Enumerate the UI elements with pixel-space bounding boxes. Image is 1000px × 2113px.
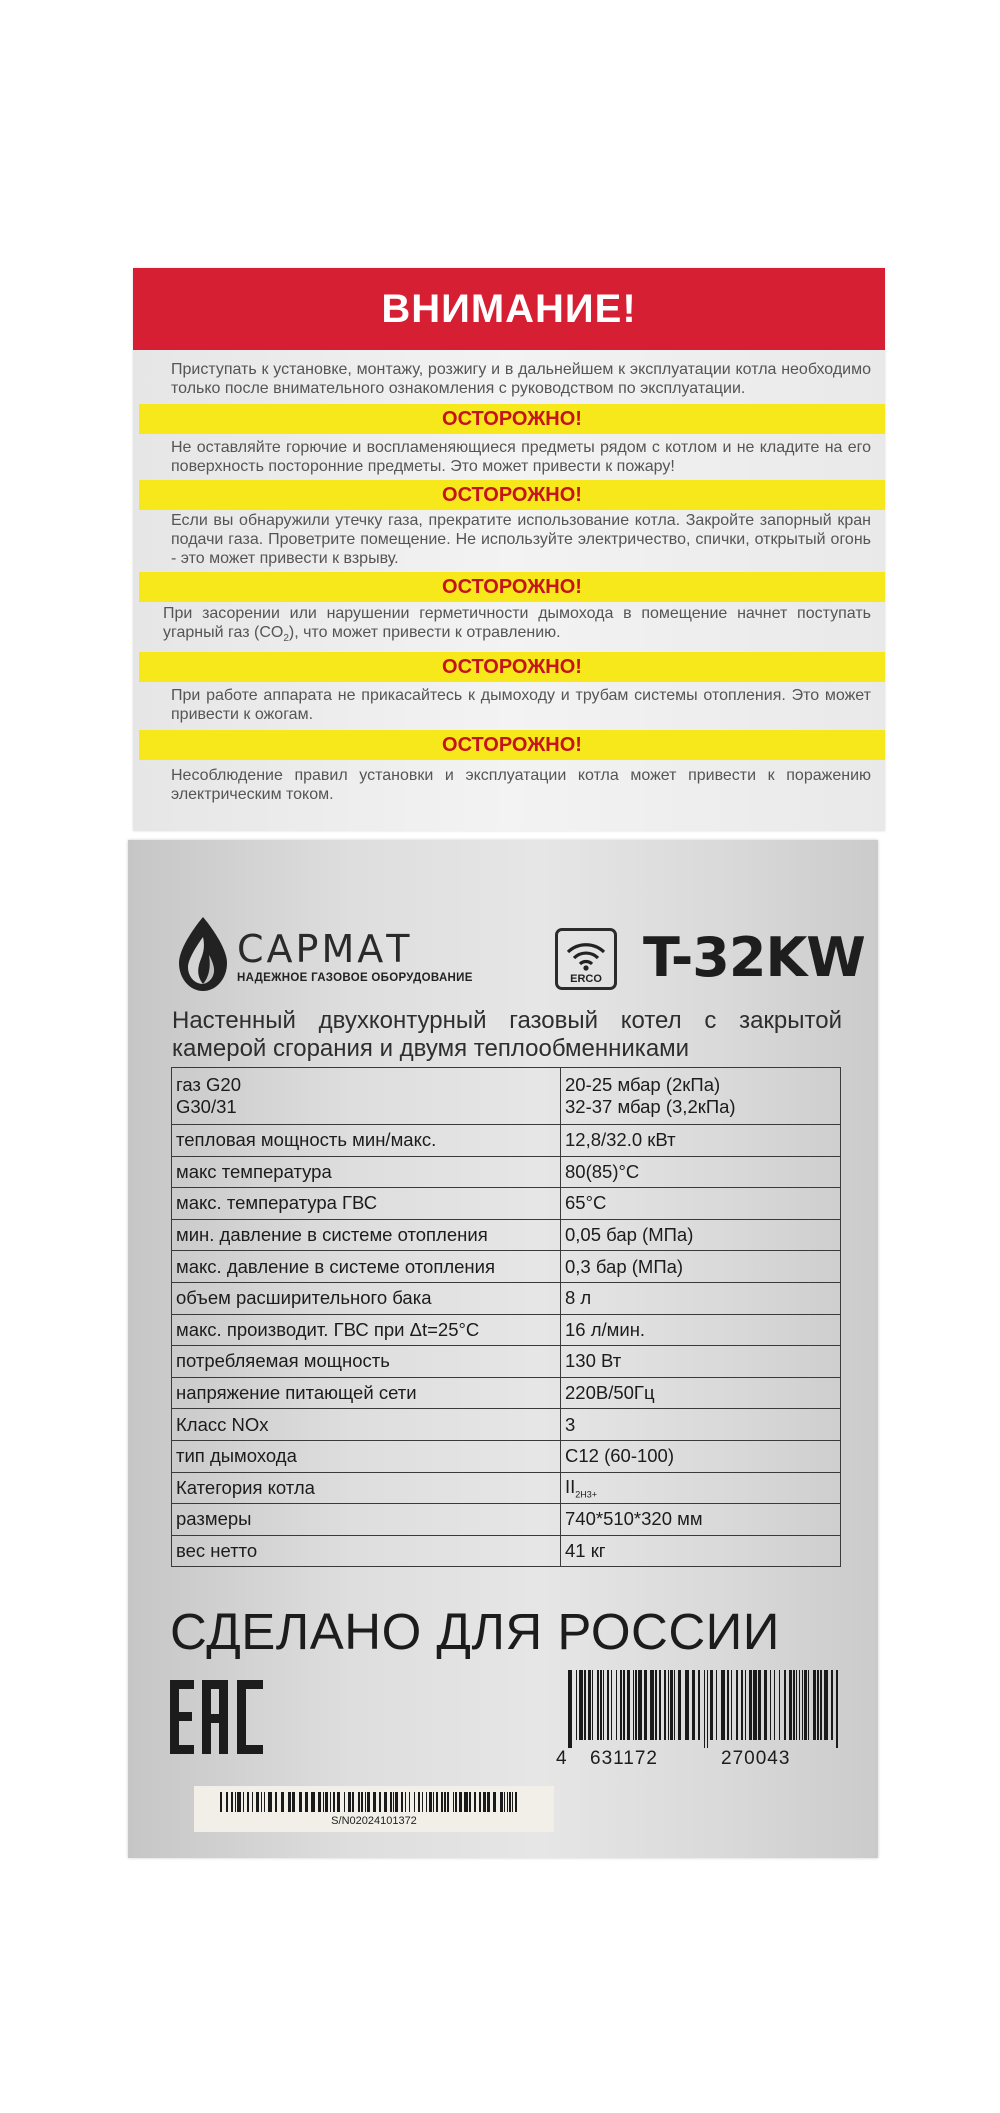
barcode-bar (447, 1792, 449, 1812)
boiler-category: II (565, 1475, 576, 1497)
caution-text: Если вы обнаружили утечку газа, прекратите использование котла. Закройте запорный кран подачи газа. Проветрите помещение. Не используйте электричество, спички, открытый огонь - это может привести к взрыву. (171, 512, 871, 567)
wifi-icon (558, 936, 614, 972)
barcode-bar (409, 1792, 410, 1812)
barcode-bar (753, 1670, 757, 1740)
barcode-bar (429, 1792, 432, 1812)
barcode-bar (487, 1792, 490, 1812)
spec-row (172, 1251, 841, 1283)
barcode-bar (509, 1792, 511, 1812)
barcode-bar (796, 1670, 797, 1740)
barcode-bar (600, 1670, 602, 1740)
spec-row (172, 1535, 841, 1567)
barcode-bar (507, 1792, 508, 1812)
spec-label: тип дымохода (172, 1440, 561, 1472)
barcode-digits (556, 1748, 840, 1770)
barcode-bar (365, 1792, 366, 1812)
spec-label: потребляемая мощность (172, 1346, 561, 1378)
barcode-bar (512, 1792, 513, 1812)
barcode-bar (256, 1792, 259, 1812)
spec-value: 220В/50Гц (561, 1377, 841, 1409)
barcode-bar (401, 1792, 403, 1812)
spec-row (172, 1504, 841, 1536)
barcode-bar (620, 1670, 622, 1740)
serial-sticker (194, 1786, 554, 1832)
barcode-bar (659, 1670, 661, 1740)
barcode-bar (655, 1670, 657, 1740)
spec-label: мин. давление в системе отопления (172, 1219, 561, 1251)
spec-row (172, 1440, 841, 1472)
barcode-bar (268, 1792, 272, 1812)
barcode-bar (745, 1670, 746, 1740)
barcode-bar (390, 1792, 392, 1812)
barcode-bar (698, 1670, 700, 1740)
barcode-bar (674, 1670, 675, 1740)
barcode-bar (361, 1792, 363, 1812)
barcode-bar (220, 1792, 222, 1812)
barcode-bar (670, 1670, 673, 1740)
barcode-bar (804, 1670, 807, 1740)
barcode-bar (422, 1792, 423, 1812)
barcode-bar (288, 1792, 291, 1812)
spec-value: C12 (60-100) (561, 1440, 841, 1472)
barcode-bar (808, 1670, 809, 1740)
barcode-bar (824, 1670, 828, 1740)
spec-value: 0,3 бар (МПа) (561, 1251, 841, 1283)
spec-label-line: G30/31 (176, 1096, 237, 1117)
spec-label: макс. производит. ГВС при Δt=25°C (172, 1314, 561, 1346)
spec-label (172, 1068, 561, 1125)
spec-label: макс. температура ГВС (172, 1188, 561, 1220)
spec-row (172, 1068, 841, 1125)
spec-value: 65°C (561, 1188, 841, 1220)
spec-row (172, 1314, 841, 1346)
barcode-bar (704, 1670, 705, 1748)
barcode-bar (464, 1792, 468, 1812)
barcode-bar (493, 1792, 496, 1812)
barcode-bar (459, 1792, 462, 1812)
barcode-bar (311, 1792, 315, 1812)
barcode-bar (515, 1792, 517, 1812)
barcode-bar (436, 1792, 438, 1812)
barcode-bar (731, 1670, 732, 1740)
barcode-bar (721, 1670, 725, 1740)
model-number: T-32KW (643, 926, 865, 989)
spec-value: 16 л/мин. (561, 1314, 841, 1346)
barcode-bar (264, 1792, 265, 1812)
spec-table (171, 1067, 841, 1567)
caution-heading: ОСТОРОЖНО! (139, 572, 885, 602)
barcode-bar (469, 1792, 471, 1812)
barcode-bar (707, 1670, 708, 1748)
barcode-bar (678, 1670, 681, 1740)
barcode-bar (483, 1792, 486, 1812)
barcode-bar (836, 1670, 838, 1748)
barcode-bar (741, 1670, 743, 1740)
serial-barcode (220, 1792, 520, 1812)
spec-row (172, 1282, 841, 1314)
barcode-digit-group: 270043 (721, 1748, 791, 1769)
barcode-digit-group: 4 (556, 1748, 568, 1769)
barcode-bar (627, 1670, 630, 1740)
caution-text-part: При засорении или нарушении герметичности дымохода в помещение начнет поступать угарный газ (CO (163, 605, 871, 641)
barcode-bar (395, 1792, 398, 1812)
barcode-bar (414, 1792, 415, 1812)
wifi-badge-label: ERCO (570, 973, 602, 985)
barcode-bar (710, 1670, 713, 1740)
spec-value: 80(85)°C (561, 1156, 841, 1188)
spec-label: Класс NOx (172, 1409, 561, 1441)
spec-row (172, 1346, 841, 1378)
spec-row (172, 1125, 841, 1157)
spec-value (561, 1068, 841, 1125)
barcode-bar (831, 1670, 833, 1740)
caution-heading: ОСТОРОЖНО! (139, 404, 885, 434)
barcode-bar (323, 1792, 324, 1812)
warning-label (133, 268, 885, 831)
barcode-bar (774, 1670, 775, 1740)
barcode-bar (789, 1670, 792, 1740)
barcode-bar (635, 1670, 637, 1740)
spec-row (172, 1156, 841, 1188)
barcode-bar (455, 1792, 457, 1812)
barcode-bar (770, 1670, 771, 1740)
barcode-bar (226, 1792, 228, 1812)
caution-heading: ОСТОРОЖНО! (139, 730, 885, 760)
barcode-bar (292, 1792, 295, 1812)
barcode-bar (393, 1792, 394, 1812)
barcode-bar (584, 1670, 586, 1740)
barcode-bar (607, 1670, 609, 1740)
brand-logo (173, 915, 483, 995)
barcode-bar (802, 1670, 803, 1740)
spec-value: 0,05 бар (МПа) (561, 1219, 841, 1251)
spec-label: макс температура (172, 1156, 561, 1188)
barcode-bar (281, 1792, 284, 1812)
barcode-bar (799, 1670, 800, 1740)
co2-subscript: 2 (283, 633, 289, 645)
spec-label: размеры (172, 1504, 561, 1536)
barcode-bar (433, 1792, 434, 1812)
caution-text: Не оставляйте горючие и воспламеняющиеся предметы рядом с котлом и не кладите на его поверхность посторонние предметы. Это может привести к пожару! (171, 439, 871, 475)
caution-heading: ОСТОРОЖНО! (139, 480, 885, 510)
barcode-bar (453, 1792, 454, 1812)
barcode-bar (299, 1792, 302, 1812)
warning-title: ВНИМАНИЕ! (133, 268, 885, 350)
barcode-bar (597, 1670, 599, 1740)
barcode-bar (685, 1670, 689, 1740)
caution-text: При работе аппарата не прикасайтесь к дымоходу и трубам системы отопления. Это может привести к ожогам. (171, 687, 871, 724)
spec-label: тепловая мощность мин/макс. (172, 1125, 561, 1157)
barcode-bar (344, 1792, 345, 1812)
spec-label: макс. давление в системе отопления (172, 1251, 561, 1283)
spec-row (172, 1188, 841, 1220)
spec-value: 41 кг (561, 1535, 841, 1567)
barcode-bar (623, 1670, 625, 1740)
ean-barcode (568, 1670, 840, 1748)
barcode-bar (793, 1670, 795, 1740)
caution-heading: ОСТОРОЖНО! (139, 652, 885, 682)
barcode-bar (638, 1670, 642, 1740)
barcode-bar (820, 1670, 822, 1740)
spec-value: 3 (561, 1409, 841, 1441)
barcode-bar (749, 1670, 752, 1740)
product-description: Настенный двухконтурный газовый котел с закрытой камерой сгорания и двумя теплообменниками (172, 1007, 842, 1062)
serial-number: S/N02024101372 (331, 1815, 417, 1827)
spec-label: вес нетто (172, 1535, 561, 1567)
spec-label: объем расширительного бака (172, 1282, 561, 1314)
barcode-digit-group: 631172 (590, 1748, 658, 1769)
barcode-bar (243, 1792, 244, 1812)
barcode-bar (644, 1670, 647, 1740)
flame-drop-icon (173, 915, 233, 993)
brand-name: САРМАТ (237, 927, 413, 971)
barcode-bar (479, 1792, 481, 1812)
barcode-bar (352, 1792, 354, 1812)
barcode-bar (337, 1792, 340, 1812)
barcode-bar (736, 1670, 738, 1740)
barcode-bar (333, 1792, 335, 1812)
spec-row (172, 1472, 841, 1504)
barcode-bar (305, 1792, 308, 1812)
wifi-badge (555, 928, 617, 990)
barcode-bar (817, 1670, 819, 1740)
barcode-bar (405, 1792, 406, 1812)
barcode-bar (579, 1670, 583, 1740)
barcode-bar (418, 1792, 420, 1812)
barcode-bar (261, 1792, 262, 1812)
caution-text: Несоблюдение правил установки и эксплуатации котла может привести к поражению электрическим током. (171, 767, 871, 804)
barcode-bar (758, 1670, 761, 1740)
barcode-bar (384, 1792, 387, 1812)
barcode-bar (592, 1670, 593, 1740)
barcode-bar (237, 1792, 241, 1812)
barcode-bar (668, 1670, 669, 1740)
caution-text-part: ), что может привести к отравлению. (288, 624, 561, 641)
barcode-bar (616, 1670, 617, 1740)
barcode-bar (318, 1792, 321, 1812)
barcode-bar (784, 1670, 786, 1740)
barcode-bar (650, 1670, 654, 1740)
caution-text (133, 604, 885, 648)
barcode-bar (611, 1670, 612, 1740)
spec-value: 740*510*320 мм (561, 1504, 841, 1536)
barcode-bar (764, 1670, 767, 1740)
barcode-bar (373, 1792, 376, 1812)
brand-tagline: НАДЕЖНОЕ ГАЗОВОЕ ОБОРУДОВАНИЕ (237, 972, 473, 984)
barcode-bar (235, 1792, 236, 1812)
barcode-bar (500, 1792, 503, 1812)
barcode-bar (247, 1792, 249, 1812)
barcode-bar (603, 1670, 604, 1740)
barcode-bar (367, 1792, 370, 1812)
barcode-bar (576, 1670, 577, 1740)
barcode-bar (330, 1792, 331, 1812)
spec-value: 130 Вт (561, 1346, 841, 1378)
spec-value: 12,8/32.0 кВт (561, 1125, 841, 1157)
spec-value (561, 1472, 841, 1504)
barcode-bar (348, 1792, 351, 1812)
barcode-bar (275, 1792, 277, 1812)
barcode-bar (692, 1670, 695, 1740)
warning-intro: Приступать к установке, монтажу, розжигу и в дальнейшем к эксплуатации котла необходимо только после внимательного ознакомления с руководством по эксплуатации. (171, 361, 871, 397)
barcode-bar (727, 1670, 729, 1740)
spec-row (172, 1409, 841, 1441)
spec-label: напряжение питающей сети (172, 1377, 561, 1409)
barcode-bar (504, 1792, 505, 1812)
barcode-bar (474, 1792, 476, 1812)
barcode-bar (441, 1792, 443, 1812)
eac-mark-icon (168, 1678, 268, 1756)
barcode-bar (231, 1792, 233, 1812)
spec-label-line: газ G20 (176, 1074, 242, 1095)
barcode-bar (444, 1792, 446, 1812)
boiler-category-subscript: 2H3+ (575, 1489, 598, 1500)
barcode-bar (568, 1670, 572, 1748)
spec-label: Категория котла (172, 1472, 561, 1504)
barcode-bar (664, 1670, 666, 1740)
barcode-bar (813, 1670, 816, 1740)
barcode-bar (633, 1670, 634, 1740)
spec-row (172, 1377, 841, 1409)
made-for-country: СДЕЛАНО ДЛЯ РОССИИ (170, 1603, 780, 1660)
rating-plate (128, 840, 878, 1858)
spec-value-line: 20-25 мбар (2кПа) (565, 1074, 721, 1095)
spec-value-line: 32-37 мбар (3,2кПа) (565, 1096, 736, 1117)
spec-row (172, 1219, 841, 1251)
barcode-bar (252, 1792, 253, 1812)
barcode-bar (358, 1792, 360, 1812)
barcode-bar (588, 1670, 591, 1740)
barcode-bar (426, 1792, 427, 1812)
barcode-bar (325, 1792, 328, 1812)
spec-value: 8 л (561, 1282, 841, 1314)
barcode-bar (779, 1670, 780, 1740)
barcode-bar (716, 1670, 717, 1740)
barcode-bar (379, 1792, 381, 1812)
